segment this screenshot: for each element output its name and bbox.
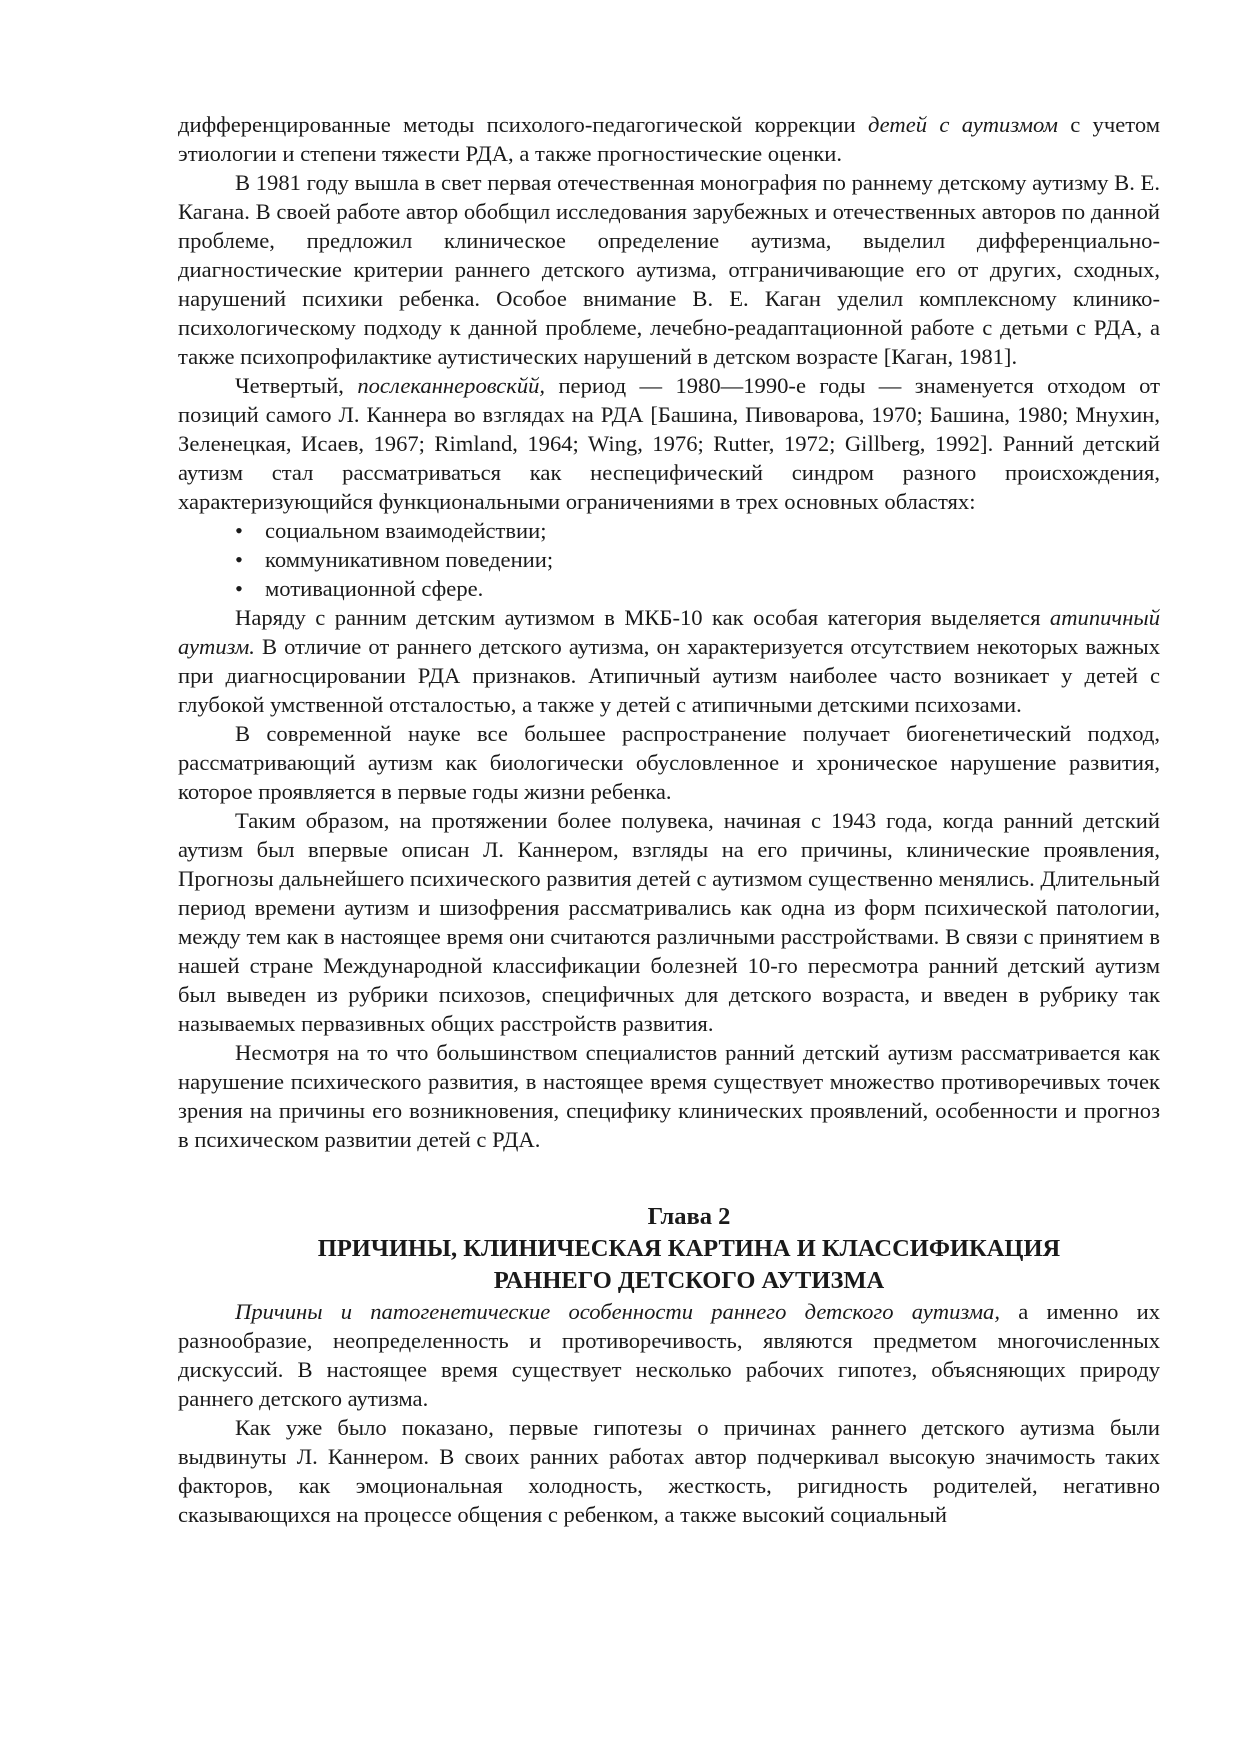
chapter-body-text [178, 1297, 1160, 1529]
bullet-marker: • [235, 547, 243, 572]
bullet-marker: • [235, 576, 243, 601]
text-run: Как уже было показано, первые гипотезы о причинах раннего детского аутизма были выдвинуты Л. Каннером. В своих ранних работах автор подчеркивал высокую значимость таких факторов, как эмоциональная холодность, жесткость, ригидность родителей, негативно сказывающихся на процессе общения с ребенком, а также высокий социальный [178, 1415, 1160, 1527]
text-run: дифференцированные методы психолого-педагогической коррекции [178, 112, 868, 137]
paragraph [178, 603, 1160, 719]
text-run: Наряду с ранним детским аутизмом в МКБ-10 как особая категория выделяется [235, 605, 1050, 630]
text-run: Таким образом, на протяжении более полувека, начиная с 1943 года, когда ранний детский аутизм был впервые описан Л. Каннером, взгляды на его причины, клинические проявления, Прогнозы дальнейшего психического развития детей с аутизмом существенно менялись. Длительный период времени аутизм и шизофрения рассматривались как одна из форм психической патологии, между тем как в настоящее время они считаются различными расстройствами. В связи с принятием в нашей стране Международной классификации болезней 10-го пересмотра ранний детский аутизм был выведен из рубрики психозов, специфичных для детского возраста, и введен в рубрику так называемых первазивных общих расстройств развития. [178, 808, 1161, 1036]
list-item-text: коммуникативном поведении; [265, 547, 554, 572]
paragraph [178, 110, 1160, 168]
text-run: с учетом этиологии и степени тяжести РДА, а также прогностические оценки. [178, 112, 1160, 166]
italic-phrase: атипичный аутизм. [178, 605, 1160, 659]
chapter-title-line-1: ПРИЧИНЫ, КЛИНИЧЕСКАЯ КАРТИНА И КЛАССИФИКАЦИЯ [317, 1235, 1061, 1262]
paragraph [178, 371, 1160, 516]
text-run: Четвертый, [235, 373, 358, 398]
list-item [235, 516, 1160, 545]
paragraph [178, 719, 1160, 806]
text-run: Несмотря на то что большинством специалистов ранний детский аутизм рассматривается как нарушение психического развития, в настоящее время существует множество противоречивых точек зрения на причины его возникновения, специфику клинических проявлений, особенности и прогноз в психическом развитии детей с РДА. [178, 1040, 1160, 1152]
text-run: В современной науке все большее распространение получает биогенетический подход, рассматривающий аутизм как биологически обусловленное и хроническое нарушение развития, которое проявляется в первые годы жизни ребенка. [178, 721, 1160, 804]
body-text-before-list [178, 110, 1160, 516]
document-page [178, 110, 1160, 1529]
chapter-title-line-2: РАННЕГО ДЕТСКОГО АУТИЗМА [493, 1267, 885, 1294]
body-text-after-list [178, 603, 1160, 1154]
paragraph [178, 1038, 1160, 1154]
paragraph [178, 1297, 1160, 1413]
list-item-text: мотивационной сфере. [265, 576, 484, 601]
text-run: а именно их разнообразие, неопределенность и противоречивость, являются предметом многочисленных дискуссий. В настоящее время существует несколько рабочих гипотез, объясняющих природу раннего детского аутизма. [178, 1299, 1160, 1411]
text-run: В 1981 году вышла в свет первая отечественная монография по раннему детскому аутизму В. Е. Кагана. В своей работе автор обобщил исследования зарубежных и отечественных авторов по данной проблеме, предложил клиническое определение аутизма, выделил дифференциально-диагностические критерии раннего детского аутизма, отграничивающие его от других, сходных, нарушений психики ребенка. Особое внимание В. Е. Каган уделил комплексному клинико-психологическому подходу к данной проблеме, лечебно-реадаптационной работе с детьми с РДА, а также психопрофилактике аутистических нарушений в детском возрасте [Каган, 1981]. [178, 170, 1160, 369]
chapter-label: Глава 2 [647, 1203, 731, 1230]
list-item-text: социальном взаимодействии; [265, 518, 547, 543]
italic-phrase: послеканнеровскйй, [357, 373, 546, 398]
paragraph [178, 168, 1160, 371]
paragraph [178, 1413, 1160, 1529]
text-run: период — 1980—1990-е годы — знаменуется отходом от позиций самого Л. Каннера во взглядах на РДА [Башина, Пивоварова, 1970; Башина, 1980; Мнухин, Зеленецкая, Исаев, 1967; Rimland, 1964; Wing, 1976; Rutter, 1972; Gillberg, 1992]. Ранний детский аутизм стал рассматриваться как неспецифический синдром разного происхождения, характеризующийся функциональными ограничениями в трех основных областях: [178, 373, 1161, 514]
italic-phrase: детей с аутизмом [867, 112, 1058, 137]
list-item [235, 545, 1160, 574]
italic-phrase: Причины и патогенетические особенности раннего детского аутизма, [235, 1299, 1000, 1324]
text-run: В отличие от раннего детского аутизма, он характеризуется отсутствием некоторых важных при диагносцировании РДА признаков. Атипичный аутизм наиболее часто возникает у детей с глубокой умственной отсталостью, а также у детей с атипичными детскими психозами. [178, 634, 1160, 717]
paragraph [178, 806, 1160, 1038]
bullet-marker: • [235, 518, 243, 543]
list-item [235, 574, 1160, 603]
bullet-list [178, 516, 1160, 603]
